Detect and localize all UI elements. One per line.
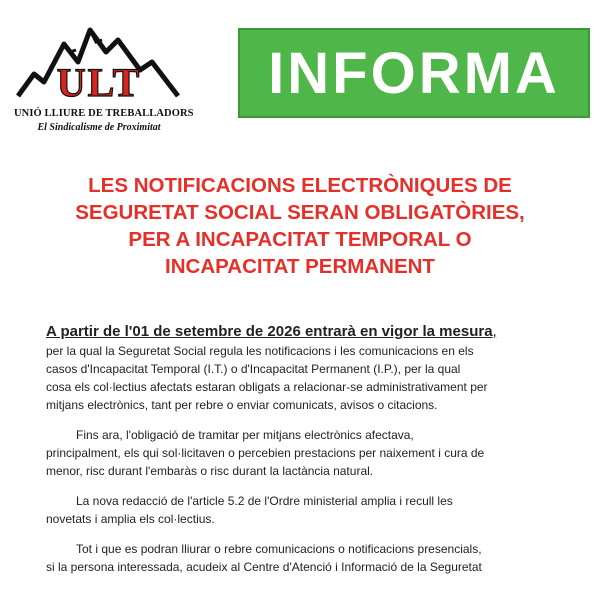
paragraph-line: si la persona interessada, acudeix al Centre d'Atenció i Informació de la Seguretat bbox=[46, 560, 482, 574]
ult-logo bbox=[14, 22, 194, 134]
paragraph-line: menor, risc durant l'embaràs o risc durant la lactància natural. bbox=[46, 464, 374, 478]
logo-org-name: UNIÓ LLIURE DE TREBALLADORS bbox=[14, 108, 194, 119]
paragraph-line: Tot i que es podran lliurar o rebre comunicacions o notificacions presencials, bbox=[76, 542, 482, 556]
paragraph-line: La nova redacció de l'article 5.2 de l'Ordre ministerial amplia i recull les bbox=[76, 494, 453, 508]
paragraph-line: mitjans electrònics, tant per rebre o enviar comunicats, avisos o citacions. bbox=[46, 398, 438, 412]
paragraph-line: novetats i amplia els col·lectius. bbox=[46, 512, 215, 526]
lead-text: A partir de l'01 de setembre de 2026 entrarà en vigor la mesura bbox=[46, 323, 493, 340]
document-body bbox=[46, 322, 556, 576]
title-line: PER A INCAPACITAT TEMPORAL O bbox=[128, 228, 472, 251]
paragraph-line: cosa els col·lectius afectats estaran obligats a relacionar-se administrativament per bbox=[46, 380, 488, 394]
banner-text: INFORMA bbox=[268, 40, 560, 106]
title-line: SEGURETAT SOCIAL SERAN OBLIGATÒRIES, bbox=[75, 201, 525, 224]
paragraph-line: per la qual la Seguretat Social regula les notificacions i les comunicacions en els bbox=[46, 344, 474, 358]
paragraph-4 bbox=[46, 540, 556, 576]
lead-comma: , bbox=[492, 323, 497, 340]
logo-acronym: ULT bbox=[56, 60, 142, 105]
header bbox=[0, 0, 600, 140]
paragraph-3 bbox=[46, 492, 556, 528]
title-line: INCAPACITAT PERMANENT bbox=[165, 255, 435, 278]
mountain-logo-graphic bbox=[14, 22, 184, 108]
logo-slogan: El Sindicalisme de Proximitat bbox=[37, 122, 161, 133]
paragraph-line: principalment, els qui sol·licitaven o percebien prestacions per naixement i cura de bbox=[46, 446, 485, 460]
paragraph-1 bbox=[46, 342, 556, 414]
title-line: LES NOTIFICACIONS ELECTRÒNIQUES DE bbox=[88, 174, 512, 197]
paragraph-line: Fins ara, l'obligació de tramitar per mitjans electrònics afectava, bbox=[76, 428, 414, 442]
lead-sentence bbox=[46, 322, 556, 342]
paragraph-line: casos d'Incapacitat Temporal (I.T.) o d'Incapacitat Permanent (I.P.), per la qual bbox=[46, 362, 461, 376]
informa-banner bbox=[238, 28, 590, 118]
paragraph-2 bbox=[46, 426, 556, 480]
document-title bbox=[40, 172, 560, 280]
